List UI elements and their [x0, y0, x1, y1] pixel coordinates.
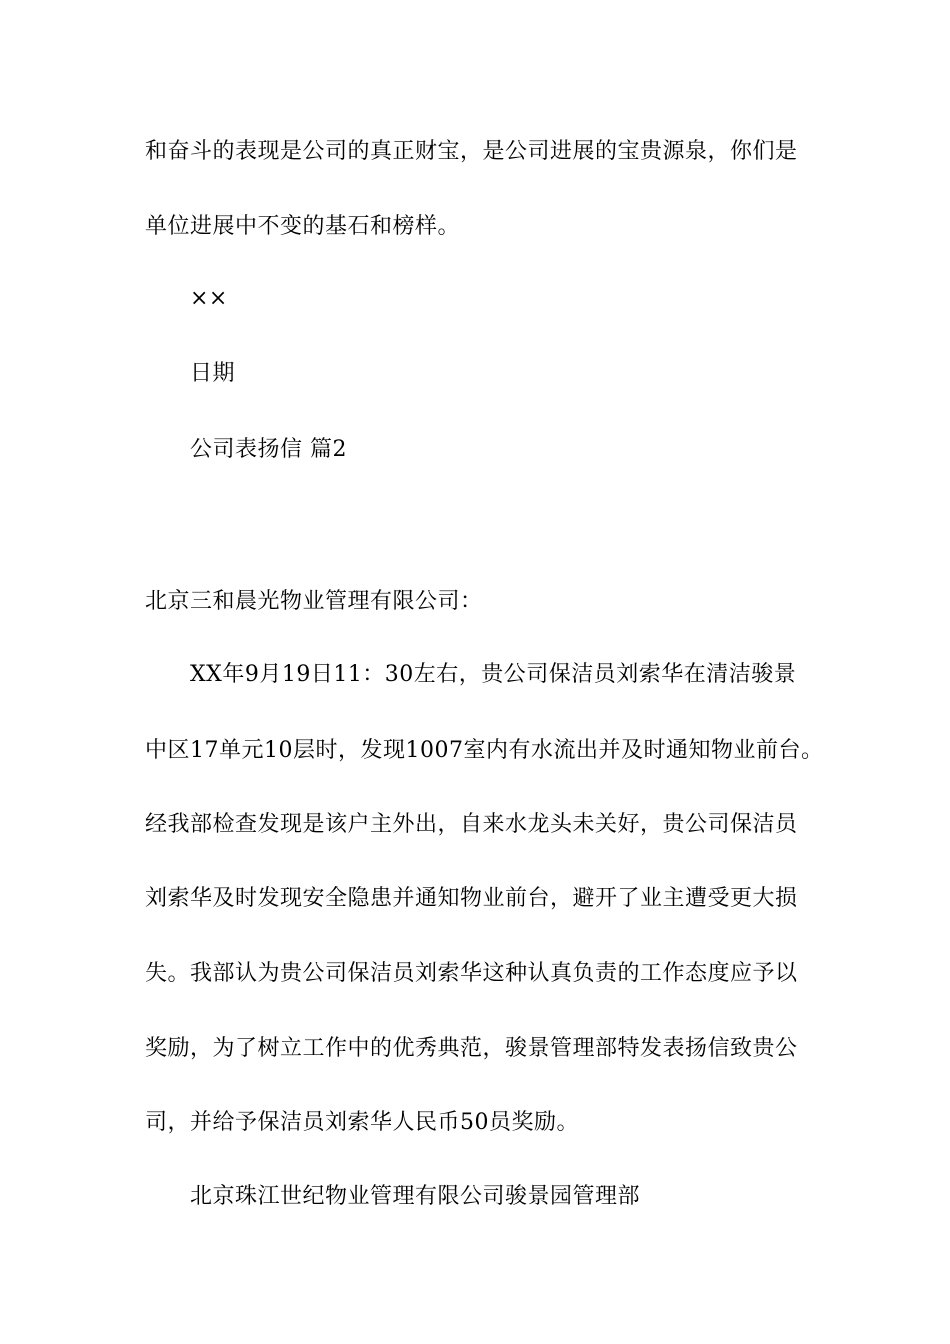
paragraph-line: 单位进展中不变的基石和榜样。: [145, 214, 461, 239]
signature-organization: 北京珠江世纪物业管理有限公司骏景园管理部: [190, 1184, 641, 1209]
signature-date: 日期: [190, 361, 236, 386]
section-heading: 公司表扬信 篇2: [190, 437, 347, 462]
paragraph-line: XX年9月19日11：30左右，贵公司保洁员刘索华在清洁骏景: [190, 662, 797, 687]
paragraph-line: 司，并给予保洁员刘索华人民币50员奖励。: [145, 1110, 579, 1135]
paragraph-line: 和奋斗的表现是公司的真正财宝，是公司进展的宝贵源泉，你们是: [145, 139, 798, 164]
paragraph-line: 失。我部认为贵公司保洁员刘索华这种认真负责的工作态度应予以: [145, 961, 798, 986]
paragraph-line: 中区17单元10层时，发现1007室内有水流出并及时通知物业前台。: [145, 738, 824, 763]
paragraph-line: 奖励，为了树立工作中的优秀典范，骏景管理部特发表扬信致贵公: [145, 1036, 798, 1061]
salutation: 北京三和晨光物业管理有限公司：: [145, 589, 483, 614]
paragraph-line: 刘索华及时发现安全隐患并通知物业前台，避开了业主遭受更大损: [145, 886, 798, 911]
signature-name: ××: [190, 286, 228, 311]
paragraph-line: 经我部检查发现是该户主外出，自来水龙头未关好，贵公司保洁员: [145, 812, 798, 837]
